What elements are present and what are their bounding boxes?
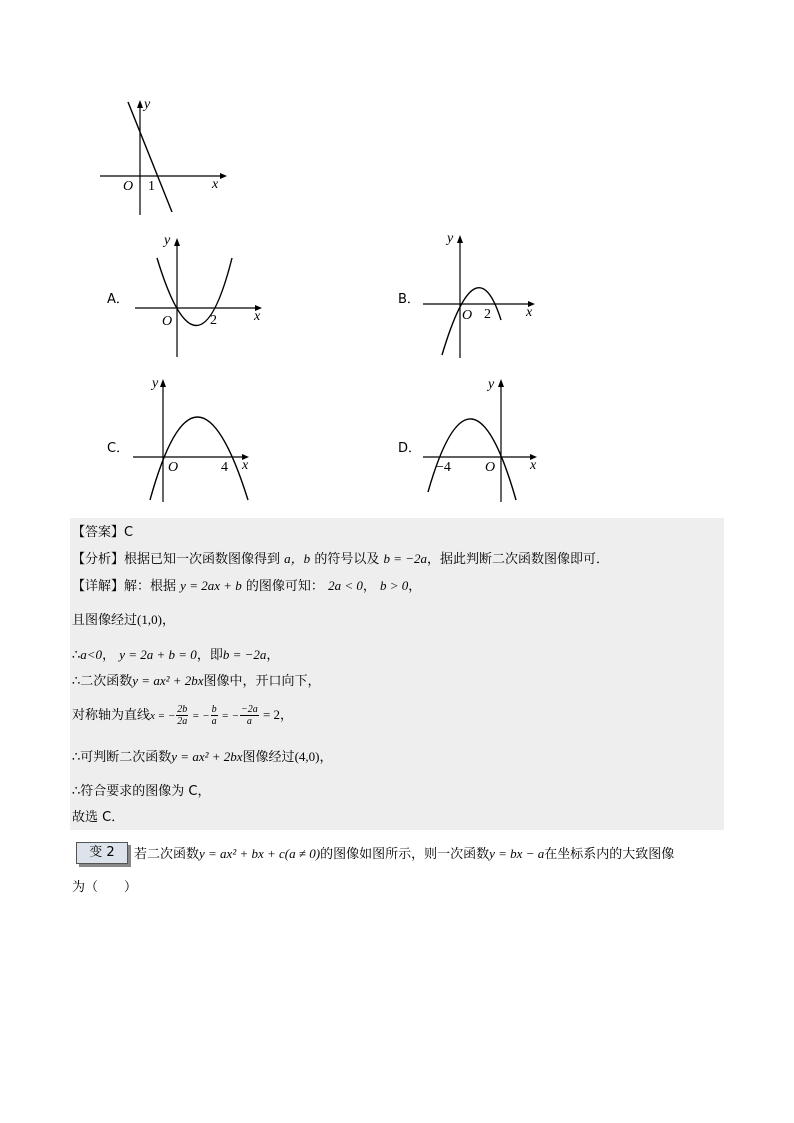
y-axis-label: y <box>164 233 171 248</box>
analysis-line <box>72 551 609 568</box>
line5-x: x = − <box>150 710 176 722</box>
tick-label: 4 <box>221 460 228 475</box>
problem-line-graph <box>95 90 235 220</box>
solution-line-6 <box>72 749 333 766</box>
y-axis-label: y <box>152 376 159 391</box>
tick-label: 1 <box>148 179 155 194</box>
solution-line-4 <box>72 673 321 690</box>
line2-end: ， <box>161 613 175 628</box>
line6-pre: ∴可判断二次函数 <box>72 750 172 765</box>
line6-mid: 图像经过 <box>242 750 295 765</box>
fraction-neg2a-over-a: $\frac{-2a}{a}$ <box>240 704 258 727</box>
variant-question-line-1 <box>134 846 674 863</box>
y-axis-label: y <box>488 377 495 392</box>
y-axis-label: y <box>144 97 151 112</box>
x-axis-label: x <box>212 177 219 192</box>
variant-question-line-2 <box>72 880 137 896</box>
answer-line <box>72 525 133 541</box>
line6-func: y = ax² + 2bx <box>171 749 243 764</box>
tick-label: 2 <box>484 307 491 322</box>
line2-text: 且图像经过 <box>72 613 138 628</box>
origin-label: O <box>462 308 473 323</box>
option-d-graph[interactable] <box>420 372 560 507</box>
origin-label: O <box>162 314 173 329</box>
line6-end: ， <box>319 750 333 765</box>
variant-text-d: 为（ ） <box>72 880 138 895</box>
line3-b: ， <box>102 648 116 663</box>
analysis-text-b: 的符号以及 <box>314 552 380 567</box>
line4-post: 图像中，开口向下， <box>203 674 321 689</box>
line6-point: (4,0) <box>294 749 320 764</box>
answer-tag: 【答案】 <box>72 525 125 540</box>
detail-line <box>72 578 421 595</box>
detail-sep: ， <box>362 579 376 594</box>
line7-text: ∴符合要求的图像为 C， <box>72 784 211 799</box>
variant-text-b: 的图像如图所示，则一次函数 <box>320 847 490 862</box>
line5-eq: = − <box>189 710 210 722</box>
analysis-text-a: 根据已知一次函数图像得到 <box>124 552 281 567</box>
linear-function-line <box>128 102 172 212</box>
variant-quadratic: y = ax² + bx + c(a ≠ 0) <box>199 846 321 861</box>
x-axis-label: x <box>526 305 533 320</box>
tick-label: 2 <box>210 313 217 328</box>
detail-ineq2: b > 0 <box>380 578 409 593</box>
analysis-eq: b = −2a <box>383 551 428 566</box>
detail-text-a: 解：根据 <box>124 579 177 594</box>
line3-c: y = 2a + b = 0 <box>119 647 197 662</box>
option-b-label[interactable]: B． <box>398 292 420 307</box>
line4-pre: ∴二次函数 <box>72 674 133 689</box>
solution-line-7 <box>72 784 210 800</box>
x-axis-label: x <box>242 458 249 473</box>
option-c-label[interactable]: C． <box>107 441 130 456</box>
x-axis-label: x <box>254 309 261 324</box>
line3-f: ， <box>266 648 280 663</box>
line8-text: 故选 C． <box>72 810 125 825</box>
line5-pre: 对称轴为直线 <box>72 708 151 723</box>
line2-point: (1,0) <box>137 612 162 627</box>
detail-text-b: 的图像可知： <box>245 579 324 594</box>
line3-d: ，即 <box>196 648 223 663</box>
therefore-symbol: ∴ <box>72 648 81 663</box>
answer-value: C <box>124 525 134 540</box>
line3-e: b = −2a <box>222 647 267 662</box>
origin-label: O <box>123 179 134 194</box>
fraction-b-over-a: $\frac{b}{a}$ <box>211 704 217 727</box>
origin-label: O <box>168 460 179 475</box>
variant-linear: y = bx − a <box>489 846 545 861</box>
option-c-graph[interactable] <box>130 372 270 507</box>
solution-line-2 <box>72 612 175 629</box>
parabola-curve <box>150 417 248 500</box>
variant-text-c: 在坐标系内的大致图像 <box>544 847 675 862</box>
x-axis-label: x <box>530 458 537 473</box>
line4-func: y = ax² + 2bx <box>132 673 204 688</box>
detail-func: y = 2ax + b <box>180 578 242 593</box>
option-d-label[interactable]: D． <box>398 441 422 456</box>
variant-badge: 变 2 <box>76 842 128 864</box>
origin-label: O <box>485 460 496 475</box>
option-a-label[interactable]: A． <box>107 292 129 307</box>
option-a-graph[interactable] <box>130 230 270 360</box>
solution-line-5 <box>72 700 293 731</box>
analysis-tag: 【分析】 <box>72 552 125 567</box>
fraction-2b-over-2a: $\frac{2b}{2a}$ <box>177 704 188 727</box>
y-axis-label: y <box>447 231 454 246</box>
line3-a: a<0 <box>80 647 103 662</box>
variant-text-a: 若二次函数 <box>134 847 200 862</box>
detail-ineq1: 2a < 0 <box>328 578 363 593</box>
option-b-graph[interactable] <box>420 228 560 363</box>
solution-line-8 <box>72 810 124 826</box>
detail-end: ， <box>408 579 422 594</box>
line5-eq2: = − <box>218 710 239 722</box>
tick-label: −4 <box>436 460 451 475</box>
detail-tag: 【详解】 <box>72 579 125 594</box>
solution-line-3 <box>72 647 279 664</box>
analysis-text-c: ，据此判断二次函数图像即可． <box>427 552 610 567</box>
line5-end: = 2， <box>259 707 294 722</box>
analysis-vars: a，b <box>284 551 311 566</box>
